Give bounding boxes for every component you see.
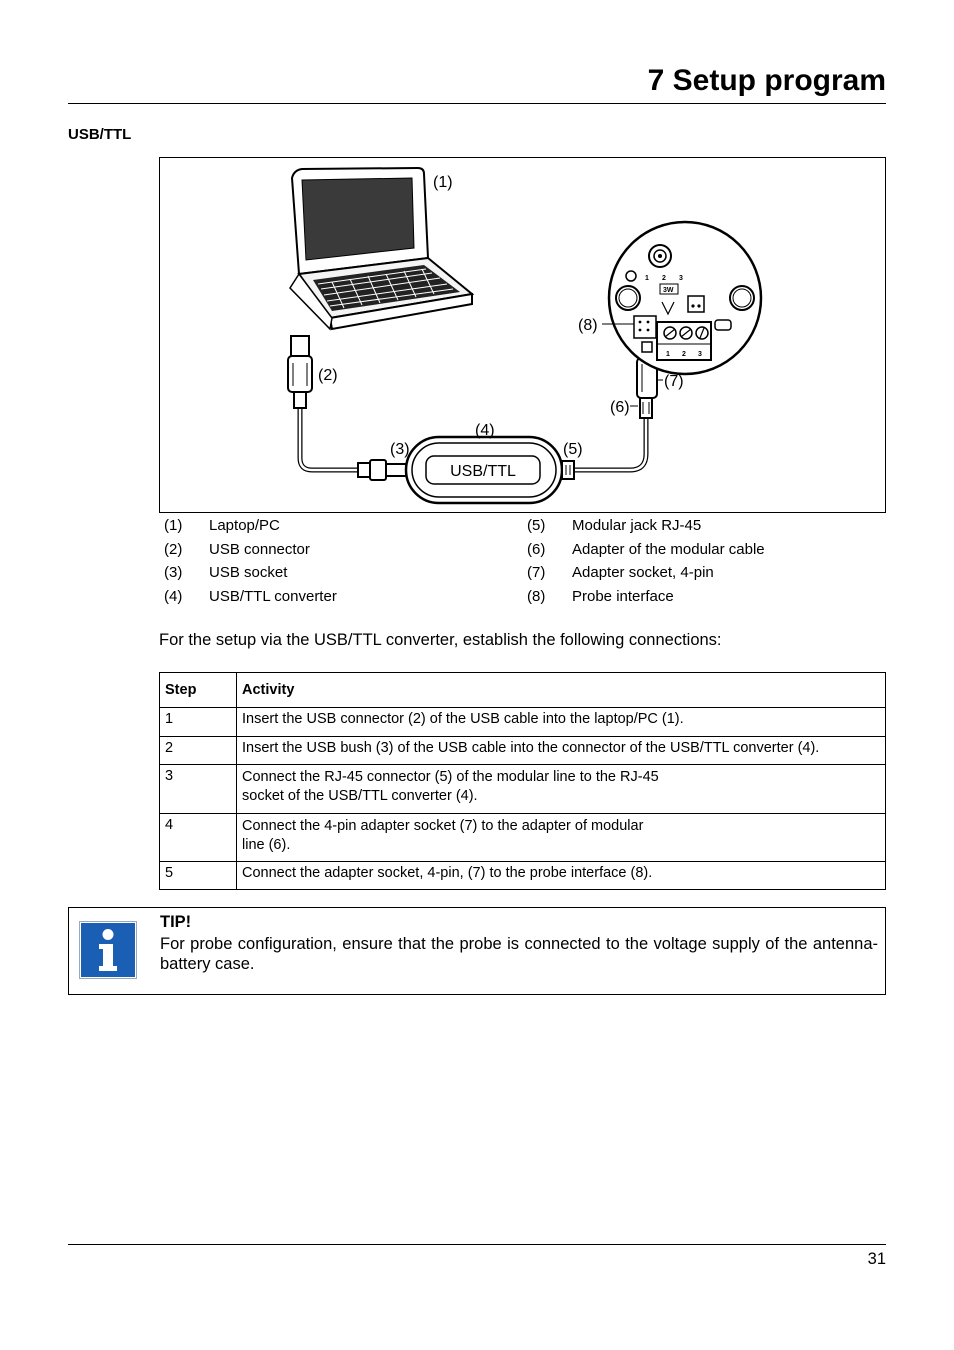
- probe-interface-icon: [609, 222, 761, 374]
- legend-text: Adapter socket, 4-pin: [572, 564, 714, 581]
- terminal-number-3: 3: [698, 351, 702, 358]
- footer-rule: [68, 1244, 886, 1245]
- legend-item: [164, 541, 337, 565]
- tip-title: TIP!: [160, 913, 192, 931]
- callout-4: (4): [475, 422, 495, 439]
- legend-text: USB/TTL converter: [209, 587, 337, 605]
- legend-text: Modular jack RJ-45: [572, 517, 702, 534]
- legend-num: (4): [164, 587, 183, 605]
- step-cell: 5: [160, 862, 237, 890]
- converter-label: USB/TTL: [450, 463, 516, 480]
- legend-num: (2): [164, 540, 183, 558]
- chapter-title: 7 Setup program: [647, 64, 886, 97]
- activity-line: Connect the 4-pin adapter socket (7) to the adapter of modular: [242, 818, 644, 834]
- activity-line: Connect the adapter socket, 4-pin, (7) to the probe interface (8).: [242, 865, 653, 881]
- terminal-number-2: 2: [682, 351, 686, 358]
- tip-box: [68, 907, 886, 995]
- usb-ttl-converter-icon: [406, 437, 562, 503]
- activity-cell: [237, 765, 886, 814]
- rj45-jack-icon: [562, 461, 574, 479]
- page-number: 31: [867, 1250, 886, 1268]
- terminal-number-3-top: 3: [679, 275, 683, 282]
- terminal-number-1-top: 1: [645, 275, 649, 282]
- legend-text: Laptop/PC: [209, 517, 280, 534]
- step-cell: 4: [160, 814, 237, 862]
- activity-line: Insert the USB connector (2) of the USB cable into the laptop/PC (1).: [242, 711, 684, 727]
- activity-line: Insert the USB bush (3) of the USB cable into the connector of the USB/TTL converter (4).: [242, 740, 820, 756]
- activity-line: line (6).: [242, 837, 291, 853]
- step-cell: 3: [160, 765, 237, 814]
- table-header-row: [160, 673, 886, 708]
- legend-item: [164, 517, 337, 541]
- callout-5: (5): [563, 441, 583, 458]
- steps-table: [159, 672, 886, 890]
- legend-num: (6): [527, 540, 546, 558]
- tip-text: For probe configuration, ensure that the probe is connected to the voltage supply of the antenna-battery case.: [160, 935, 878, 973]
- legend-item: [527, 517, 765, 541]
- legend-left: [164, 517, 337, 611]
- legend-num: (7): [527, 564, 546, 581]
- connection-diagram-svg: [160, 158, 885, 512]
- activity-cell: [237, 862, 886, 890]
- terminal-number-2-top: 2: [662, 275, 666, 282]
- modular-adapter-icon: [640, 398, 652, 418]
- legend-num: (8): [527, 587, 546, 605]
- callout-7: (7): [664, 373, 684, 390]
- intro-text: For the setup via the USB/TTL converter, establish the following connections:: [159, 631, 722, 649]
- legend-text: Adapter of the modular cable: [572, 540, 765, 558]
- connection-diagram: [159, 157, 886, 513]
- legend-num: (3): [164, 564, 183, 581]
- callout-6: (6): [610, 399, 630, 416]
- header-rule: [68, 103, 886, 104]
- terminal-number-1: 1: [666, 351, 670, 358]
- table-row: [160, 814, 886, 862]
- table-row: [160, 862, 886, 890]
- usb-connector-icon: [288, 336, 312, 408]
- header-step: Step: [160, 673, 237, 708]
- legend-text: Probe interface: [572, 587, 674, 605]
- legend-num: (1): [164, 517, 183, 534]
- laptop-icon: [290, 168, 472, 329]
- activity-cell: [237, 708, 886, 737]
- table-row: [160, 765, 886, 814]
- callout-3: (3): [390, 441, 410, 458]
- legend-right: [527, 517, 765, 611]
- header-activity: Activity: [237, 673, 886, 708]
- activity-line: socket of the USB/TTL converter (4).: [242, 788, 478, 804]
- legend-item: [164, 588, 337, 612]
- legend-text: USB socket: [209, 564, 288, 581]
- activity-cell: [237, 737, 886, 765]
- legend-item: [527, 541, 765, 565]
- legend-item: [527, 564, 765, 588]
- info-icon: [79, 921, 137, 979]
- activity-cell: [237, 814, 886, 862]
- activity-line: Connect the RJ-45 connector (5) of the modular line to the RJ-45: [242, 769, 659, 785]
- table-row: [160, 737, 886, 765]
- terminal-label: 3W: [663, 287, 674, 294]
- legend-item: [527, 588, 765, 612]
- legend-item: [164, 564, 337, 588]
- callout-1: (1): [433, 174, 453, 191]
- step-cell: 1: [160, 708, 237, 737]
- callout-8: (8): [578, 317, 598, 334]
- step-cell: 2: [160, 737, 237, 765]
- usb-socket-icon: [358, 460, 406, 480]
- legend-text: USB connector: [209, 540, 310, 558]
- legend-num: (5): [527, 517, 546, 534]
- section-heading: USB/TTL: [68, 126, 132, 143]
- callout-2: (2): [318, 367, 338, 384]
- table-row: [160, 708, 886, 737]
